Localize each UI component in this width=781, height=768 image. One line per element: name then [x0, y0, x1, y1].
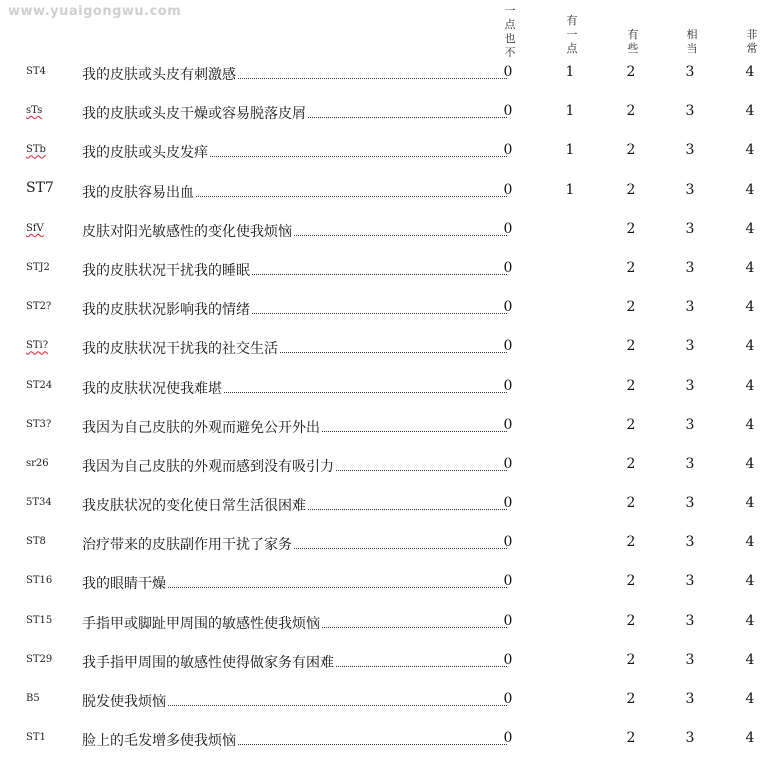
response-option[interactable]: 2 — [626, 377, 636, 394]
item-statement-text: 手指甲或脚趾甲周围的敏感性使我烦恼 — [82, 615, 320, 632]
response-option[interactable]: 2 — [626, 612, 636, 629]
response-option[interactable]: 0 — [503, 181, 513, 198]
table-row — [0, 722, 781, 761]
item-statement — [82, 258, 507, 280]
item-statement — [82, 415, 507, 437]
table-row — [0, 291, 781, 330]
item-code: ST1 — [26, 732, 46, 744]
item-statement — [82, 336, 507, 358]
response-option[interactable]: 3 — [685, 181, 695, 198]
response-option[interactable]: 4 — [745, 612, 755, 629]
response-option[interactable]: 0 — [503, 495, 513, 512]
table-row — [0, 448, 781, 487]
item-code: ST7 — [26, 179, 54, 196]
item-statement — [82, 493, 507, 515]
item-code: B5 — [26, 693, 40, 704]
response-option[interactable]: 0 — [503, 612, 513, 629]
item-statement — [82, 571, 507, 593]
item-statement-text: 我手指甲周围的敏感性使得做家务有困难 — [82, 654, 334, 671]
item-code: SfV — [26, 222, 44, 234]
table-row — [0, 370, 781, 409]
response-option[interactable]: 4 — [745, 730, 755, 747]
item-statement — [82, 180, 507, 202]
response-option[interactable]: 3 — [685, 612, 695, 629]
response-option[interactable]: 2 — [626, 142, 636, 159]
table-row — [0, 330, 781, 369]
response-option[interactable]: 4 — [745, 377, 755, 394]
dotted-leader — [336, 665, 507, 667]
response-option[interactable]: 1 — [565, 181, 575, 198]
response-option[interactable]: 0 — [503, 338, 513, 355]
response-option[interactable]: 3 — [685, 455, 695, 472]
response-option[interactable]: 3 — [685, 259, 695, 276]
response-option[interactable]: 4 — [745, 651, 755, 668]
response-option[interactable]: 2 — [626, 455, 636, 472]
table-row — [0, 487, 781, 526]
response-option[interactable]: 1 — [565, 103, 575, 120]
response-option[interactable]: 4 — [745, 534, 755, 551]
dotted-leader — [294, 547, 507, 549]
table-row — [0, 605, 781, 644]
item-statement — [82, 297, 507, 319]
response-option[interactable]: 3 — [685, 573, 695, 590]
response-option[interactable]: 2 — [626, 416, 636, 433]
response-option[interactable]: 0 — [503, 64, 513, 80]
response-option[interactable]: 3 — [685, 495, 695, 512]
site-watermark: www.yuaigongwu.com — [8, 4, 182, 19]
response-option[interactable]: 3 — [685, 377, 695, 394]
response-option[interactable]: 1 — [565, 142, 575, 159]
response-option[interactable]: 0 — [503, 220, 513, 237]
table-row — [0, 252, 781, 291]
item-statement-text: 我的皮肤状况影响我的情绪 — [82, 302, 250, 319]
item-code: 5T34 — [26, 497, 52, 509]
response-option[interactable]: 0 — [503, 103, 513, 120]
response-option[interactable]: 4 — [745, 64, 755, 80]
item-statement-text: 皮肤对阳光敏感性的变化使我烦恼 — [82, 223, 292, 240]
table-row — [0, 134, 781, 173]
response-option[interactable]: 2 — [626, 691, 636, 707]
item-statement-text: 我的皮肤容易出血 — [82, 184, 194, 201]
item-statement-text: 我的皮肤状况干扰我的社交生活 — [82, 341, 278, 358]
item-statement-text: 我的皮肤或头皮有刺激感 — [82, 67, 236, 83]
dotted-leader — [238, 743, 507, 745]
item-code: ST29 — [26, 653, 53, 665]
response-option[interactable]: 4 — [745, 299, 755, 316]
dotted-leader — [322, 430, 507, 432]
column-header-somewhat: 有 些 — [627, 28, 639, 55]
item-code: ST4 — [26, 66, 46, 77]
dotted-leader — [280, 351, 507, 353]
item-statement — [82, 140, 507, 162]
item-code: ST24 — [26, 379, 53, 391]
dotted-leader — [196, 195, 507, 197]
questionnaire-table — [0, 56, 781, 761]
response-option[interactable]: 4 — [745, 573, 755, 590]
response-option[interactable]: 0 — [503, 730, 513, 747]
response-option[interactable]: 3 — [685, 730, 695, 747]
column-header-a-little: 有 一 点 — [566, 14, 578, 55]
item-code: ST16 — [26, 575, 53, 587]
table-row — [0, 409, 781, 448]
response-option[interactable]: 3 — [685, 338, 695, 355]
item-statement — [82, 532, 507, 554]
table-row — [0, 95, 781, 134]
item-statement-text: 我的皮肤状况使我难堪 — [82, 380, 222, 397]
response-option[interactable]: 3 — [685, 651, 695, 668]
dotted-leader — [168, 586, 507, 588]
response-option[interactable]: 0 — [503, 651, 513, 668]
response-option[interactable]: 2 — [626, 338, 636, 355]
response-option[interactable]: 2 — [626, 220, 636, 237]
column-header-not-at-all: 一 点 也 不 — [504, 4, 516, 59]
item-code: sr26 — [26, 457, 49, 469]
dotted-leader — [294, 234, 507, 236]
item-statement — [82, 454, 507, 476]
item-statement — [82, 689, 507, 711]
response-option[interactable]: 2 — [626, 103, 636, 120]
table-row — [0, 174, 781, 213]
response-option[interactable]: 3 — [685, 142, 695, 159]
response-option[interactable]: 2 — [626, 299, 636, 316]
response-option[interactable]: 2 — [626, 259, 636, 276]
item-code: ST3? — [26, 418, 52, 430]
response-option[interactable]: 3 — [685, 64, 695, 80]
response-option[interactable]: 4 — [745, 181, 755, 198]
table-row — [0, 56, 781, 95]
response-option[interactable]: 2 — [626, 534, 636, 551]
dotted-leader — [224, 391, 507, 393]
table-row — [0, 565, 781, 604]
response-option[interactable]: 3 — [685, 299, 695, 316]
item-statement-text: 我的眼睛干燥 — [82, 576, 166, 593]
item-statement-text: 我的皮肤状况干扰我的睡眠 — [82, 262, 250, 279]
column-header-very: 非 常 — [746, 28, 758, 55]
dotted-leader — [210, 155, 507, 157]
item-statement — [82, 611, 507, 633]
dotted-leader — [308, 508, 507, 510]
item-code: STi? — [26, 340, 49, 352]
item-statement-text: 脱发使我烦恼 — [82, 694, 166, 710]
response-option[interactable]: 4 — [745, 338, 755, 355]
item-code: ST8 — [26, 536, 46, 548]
response-option[interactable]: 4 — [745, 455, 755, 472]
dotted-leader — [168, 704, 507, 706]
item-statement-text: 我因为自己皮肤的外观而避免公开外出 — [82, 419, 320, 436]
response-option[interactable]: 2 — [626, 495, 636, 512]
response-option[interactable]: 2 — [626, 651, 636, 668]
response-option[interactable]: 3 — [685, 416, 695, 433]
item-statement-text: 脸上的毛发增多使我烦恼 — [82, 733, 236, 750]
response-option[interactable]: 4 — [745, 416, 755, 433]
item-statement — [82, 728, 507, 750]
item-statement-text: 我的皮肤或头皮发痒 — [82, 145, 208, 162]
dotted-leader — [336, 469, 507, 471]
response-option[interactable]: 0 — [503, 299, 513, 316]
response-option[interactable]: 0 — [503, 691, 513, 707]
dotted-leader — [252, 273, 507, 275]
item-statement-text: 我因为自己皮肤的外观而感到没有吸引力 — [82, 458, 334, 475]
response-option[interactable]: 4 — [745, 691, 755, 707]
response-option[interactable]: 0 — [503, 416, 513, 433]
response-option[interactable]: 4 — [745, 259, 755, 276]
dotted-leader — [252, 312, 507, 314]
item-statement-text: 治疗带来的皮肤副作用干扰了家务 — [82, 537, 292, 554]
item-code: STJ2 — [26, 261, 50, 273]
column-header-quite: 相 当 — [686, 28, 698, 55]
response-option[interactable]: 0 — [503, 534, 513, 551]
item-statement — [82, 219, 507, 241]
table-row — [0, 644, 781, 683]
response-option[interactable]: 3 — [685, 103, 695, 120]
item-statement — [82, 101, 507, 123]
dotted-leader — [238, 77, 507, 79]
dotted-leader — [308, 116, 507, 118]
dotted-leader — [322, 626, 507, 628]
response-option[interactable]: 2 — [626, 181, 636, 198]
response-option[interactable]: 4 — [745, 220, 755, 237]
item-code: ST2? — [26, 301, 52, 313]
response-option[interactable]: 4 — [745, 495, 755, 512]
response-option[interactable]: 0 — [503, 573, 513, 590]
response-option[interactable]: 3 — [685, 220, 695, 237]
response-option[interactable]: 2 — [626, 573, 636, 590]
response-option[interactable]: 2 — [626, 730, 636, 747]
response-option[interactable]: 0 — [503, 259, 513, 276]
response-option[interactable]: 4 — [745, 142, 755, 159]
response-option[interactable]: 0 — [503, 377, 513, 394]
table-row — [0, 526, 781, 565]
item-statement-text: 我皮肤状况的变化使日常生活很困难 — [82, 498, 306, 515]
item-code: ST15 — [26, 614, 53, 626]
item-code: STb — [26, 144, 46, 156]
response-option[interactable]: 2 — [626, 64, 636, 80]
response-option[interactable]: 3 — [685, 691, 695, 707]
item-statement-text: 我的皮肤或头皮干燥或容易脱落皮屑 — [82, 106, 306, 123]
response-option[interactable]: 4 — [745, 103, 755, 120]
response-option[interactable]: 3 — [685, 534, 695, 551]
table-row — [0, 683, 781, 722]
item-code: sTs — [26, 105, 43, 117]
item-statement — [82, 650, 507, 672]
response-option[interactable]: 0 — [503, 142, 513, 159]
table-row — [0, 213, 781, 252]
item-statement — [82, 62, 507, 84]
response-option[interactable]: 1 — [565, 64, 575, 80]
item-statement — [82, 376, 507, 398]
response-option[interactable]: 0 — [503, 455, 513, 472]
